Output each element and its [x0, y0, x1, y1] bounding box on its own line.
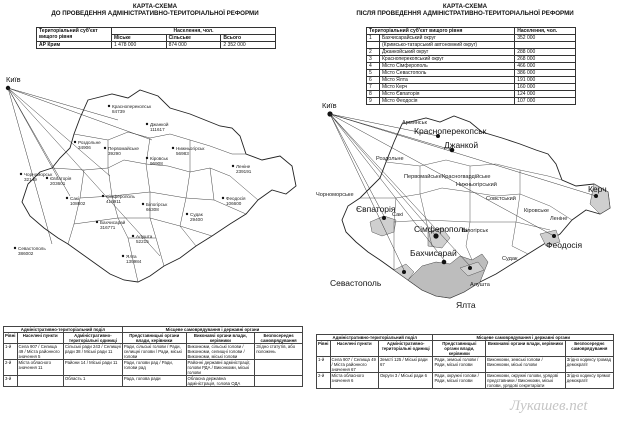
- info-cell: 8: [367, 91, 380, 98]
- left-subtitle: ДО ПРОВЕДЕННЯ АДМІНІСТРАТИВНО-ТЕРИТОРІАЛЬНОЇ РЕФОРМИ: [51, 10, 259, 17]
- region-name: Білогірськ: [146, 202, 168, 207]
- left-structure-table: [3, 326, 303, 387]
- right-col-settlements: Населені пункти: [330, 341, 378, 357]
- label-krasnoperekopsk: Красноперекопськ: [414, 126, 487, 136]
- label-sudak: Судак: [502, 256, 518, 262]
- info-cell: 352 000: [515, 35, 576, 42]
- left-col-direct: Безпосереднє самоврядування: [255, 333, 303, 344]
- info-cell: [515, 42, 576, 49]
- label-kirovske: Кіровське: [524, 208, 549, 214]
- info-cell: Красноперекопський округ: [380, 56, 515, 63]
- left-col-settlements: Населені пункти: [17, 333, 63, 344]
- info-row: [367, 63, 576, 70]
- region-point: [20, 173, 22, 175]
- region-name: Ялта: [126, 254, 137, 259]
- cell: Виконкоми, земські голови / Виконкоми, міські голови: [486, 357, 566, 373]
- cell: Села 907 / Селища 49 / Міста районного значення 67: [330, 357, 378, 373]
- info-cell: (Кримсько-татарський автономний округ): [380, 42, 515, 49]
- label-bakhchysarai: Бахчисарай: [410, 248, 457, 258]
- region-name: Чорноморськ: [24, 172, 53, 177]
- info-head-rural: Сільське: [166, 35, 221, 42]
- region-point: [108, 105, 110, 107]
- right-table-row: [317, 357, 614, 373]
- city-point: [594, 194, 598, 198]
- label-yevpatoria: Євпаторія: [356, 204, 396, 214]
- info-head-city: Міське: [112, 35, 167, 42]
- region-point: [146, 157, 148, 159]
- info-cell: 1: [367, 35, 380, 42]
- region-population: 84739: [112, 109, 125, 114]
- info-head-population: Населення, чол.: [112, 28, 276, 35]
- info-cell: 466 000: [515, 63, 576, 70]
- info-cell: Місто Севастополь: [380, 70, 515, 77]
- cell: 2-й: [317, 373, 331, 389]
- label-sovietskyi: Совєтський: [486, 196, 516, 202]
- region-population: 39290: [108, 151, 121, 156]
- right-table-head-a: Адміністративно-територіальний поділ: [317, 335, 433, 341]
- label-bilohirsk: Білогірськ: [462, 228, 488, 234]
- region-name: Кіровськ: [150, 156, 168, 161]
- label-sevastopol: Севастополь: [330, 278, 382, 288]
- region-population: 416911: [106, 199, 121, 204]
- cell: 3-й: [4, 376, 18, 387]
- label-nyzhnohirskyi: Нижньогірський: [456, 182, 497, 188]
- cell: Районні державні адміністрації, голови РДА / Виконкоми, міські голови: [186, 360, 255, 376]
- info-cell: Бахчисарайський округ: [380, 35, 515, 42]
- region-point: [122, 255, 124, 257]
- cell: 1-й: [4, 344, 18, 360]
- info-row-name: АР Крим: [37, 42, 112, 49]
- info-cell: Місто Феодосія: [380, 98, 515, 105]
- label-lenine: Ленінe: [550, 216, 568, 222]
- cell: Земсті 125 / Міські ради 67: [378, 357, 432, 373]
- cell: [255, 360, 303, 376]
- info-cell: 4: [367, 63, 380, 70]
- cell: 2-й: [4, 360, 18, 376]
- cell: Обласна державна адміністрація, голова ОДА: [186, 376, 255, 387]
- region-name: Бахчисарай: [100, 220, 126, 225]
- info-row-rural: 874 000: [166, 42, 221, 49]
- info-cell: [367, 42, 380, 49]
- region-population: 29400: [190, 217, 203, 222]
- region-name: Феодосія: [226, 196, 246, 201]
- region-point: [46, 177, 48, 179]
- region-point: [104, 147, 106, 149]
- info-row: [367, 42, 576, 49]
- right-info-table: [366, 27, 576, 105]
- region-population: 139984: [126, 259, 142, 264]
- region-population: 56983: [176, 151, 189, 156]
- cell: Згідно кодексу прямої демократії: [565, 373, 613, 389]
- right-col-direct: Безпосереднє самоврядування: [565, 341, 613, 357]
- label-chornomorske: Чорноморське: [316, 192, 354, 198]
- region-name: Ленінe: [236, 164, 251, 169]
- region-population: 34906: [78, 145, 91, 150]
- info-cell: 124 000: [515, 91, 576, 98]
- left-table-row: [4, 344, 303, 360]
- region-population: 316771: [100, 225, 116, 230]
- left-col-representative: Представницькі органи влади, керівники: [122, 333, 186, 344]
- info-row: [367, 84, 576, 91]
- cell: 1-й: [317, 357, 331, 373]
- info-row: [367, 56, 576, 63]
- city-point: [468, 266, 472, 270]
- crimea-outline: [22, 90, 296, 282]
- cell: Округи 3 / Міські ради 6: [378, 373, 432, 389]
- cell: Міста обласного значення 6: [330, 373, 378, 389]
- label-rozdolne: Роздольне: [376, 156, 404, 162]
- region-point: [172, 147, 174, 149]
- left-table-row: [4, 376, 303, 387]
- kyiv-label: Київ: [322, 101, 337, 110]
- region-name: Нижньогірськ: [176, 146, 205, 151]
- region-name: Судак: [190, 212, 203, 217]
- left-crimea-map: [0, 68, 310, 323]
- region-point: [186, 213, 188, 215]
- info-head-subject: Територіальний суб'єкт вищого рівня: [37, 28, 112, 42]
- info-cell: 191 000: [515, 77, 576, 84]
- left-table-head-a: Адміністративно-територіальний поділ: [4, 327, 123, 333]
- region-population: 111617: [150, 127, 165, 132]
- region-population: 52215: [136, 239, 149, 244]
- region-population: 239191: [236, 169, 252, 174]
- left-col-executive: Виконавчі органи влади, керівники: [186, 333, 255, 344]
- region-population: 32149: [24, 177, 37, 182]
- info-row-total: 2 352 000: [221, 42, 276, 49]
- cell: Ради, земські голови / Ради, міські голови: [433, 357, 486, 373]
- info-cell: Місто Ялта: [380, 77, 515, 84]
- left-table-row: [4, 360, 303, 376]
- cell: Сільські ради 243 / Селищні ради 38 / Міські ради 11: [63, 344, 122, 360]
- region-population: 106600: [226, 201, 242, 206]
- region-population: 96908: [150, 161, 163, 166]
- region-point: [102, 195, 104, 197]
- city-point: [433, 233, 438, 238]
- cell: Райони 14 / Міські ради 11: [63, 360, 122, 376]
- cell: Згідно статутів, або положень: [255, 344, 303, 360]
- info-cell: 386 000: [515, 70, 576, 77]
- region-point: [96, 221, 98, 223]
- info-row: [367, 35, 576, 42]
- cell: Ради, сільські голови / Ради, селищні голови / Ради, міські голови: [122, 344, 186, 360]
- right-title: КАРТА-СХЕМА: [442, 3, 488, 10]
- info-cell: 5: [367, 70, 380, 77]
- info-row: [367, 77, 576, 84]
- left-table-head-b: Місцеве самоврядування і державні органи: [122, 327, 302, 333]
- label-kerch: Керч: [588, 184, 607, 194]
- region-name: Алушта: [136, 234, 153, 239]
- region-name: Красноперекопськ: [112, 104, 152, 109]
- left-col-levels: Рівні: [4, 333, 18, 344]
- info-cell: 268 000: [515, 56, 576, 63]
- region-name: Сакі: [70, 196, 79, 201]
- cell: Область 1: [63, 376, 122, 387]
- info-cell: 160 000: [515, 84, 576, 91]
- left-title: КАРТА-СХЕМА: [132, 3, 178, 10]
- region-name: Роздольне: [78, 140, 101, 145]
- right-info-head-subject: Територіальний суб'єкт вищого рівня: [367, 28, 515, 35]
- cell: Виконкоми, сільські голови / Виконкоми, селищні голови / Виконкоми, міські голови: [186, 344, 255, 360]
- region-name: Сімферополь: [106, 194, 135, 199]
- region-point: [222, 197, 224, 199]
- right-panel-after-reform: [310, 0, 620, 425]
- cell: Села 907 / Селища 49 / Міста районного значення 5: [17, 344, 63, 360]
- region-population: 203601: [50, 181, 66, 186]
- label-yalta: Ялта: [456, 300, 476, 310]
- region-point: [132, 235, 134, 237]
- region-population: 108802: [70, 201, 86, 206]
- info-head-total: Всього: [221, 35, 276, 42]
- info-row: [367, 49, 576, 56]
- city-point: [402, 270, 406, 274]
- cell: [17, 376, 63, 387]
- region-population: 66308: [146, 207, 159, 212]
- cell: [255, 376, 303, 387]
- label-simferopol: Сімферополь: [414, 224, 468, 234]
- cell: Ради, окружні голови / Ради, міські голови: [433, 373, 486, 389]
- info-cell: 288 000: [515, 49, 576, 56]
- label-dzhankoi: Джанкой: [444, 140, 479, 150]
- right-col-units: Адміністративно-територіальні одиниці: [378, 341, 432, 357]
- right-col-representative: Представницькі органи влади, керівники: [433, 341, 486, 357]
- city-point: [382, 216, 386, 220]
- info-cell: 9: [367, 98, 380, 105]
- label-alushta: Алушта: [470, 282, 490, 288]
- left-col-units: Адміністративно-територіальні одиниці: [63, 333, 122, 344]
- right-subtitle: ПІСЛЯ ПРОВЕДЕННЯ АДМІНІСТРАТИВНО-ТЕРИТОРІАЛЬНОЇ РЕФОРМИ: [356, 10, 574, 17]
- info-row: [367, 70, 576, 77]
- watermark: Лукашев.net: [510, 398, 588, 414]
- right-crimea-map: [310, 96, 620, 328]
- label-feodosia: Феодосія: [546, 240, 583, 250]
- info-cell: Місто Євпаторія: [380, 91, 515, 98]
- region-point: [66, 197, 68, 199]
- info-cell: Місто Сімферополь: [380, 63, 515, 70]
- city-point: [442, 260, 447, 265]
- cell: Згідно кодексу громад демократії: [565, 357, 613, 373]
- label-krasnohvardiiske: Красногвардійське: [442, 174, 491, 180]
- city-point: [552, 234, 556, 238]
- cell: Ради, голови рад / Ради, голови рад: [122, 360, 186, 376]
- region-name: Євпаторія: [50, 176, 72, 181]
- region-point: [142, 203, 144, 205]
- region-name: Первомайське: [108, 146, 139, 151]
- right-table-head-b: Місцеве самоврядування і державні органи: [433, 335, 614, 341]
- cell: Виконкоми, окружні голови, урядові представники / Виконкоми, міські голови, урядові секретаріати: [486, 373, 566, 389]
- label-saky: Сакі: [392, 212, 403, 218]
- region-point: [146, 123, 148, 125]
- right-col-executive: Виконавчі органи влади, керівники: [486, 341, 566, 357]
- label-armyansk: Армянськ: [402, 120, 427, 126]
- info-cell: Джанкойський округ: [380, 49, 515, 56]
- info-row-city: 1 478 000: [112, 42, 167, 49]
- kyiv-label: Київ: [6, 75, 21, 84]
- right-col-levels: Рівні: [317, 341, 331, 357]
- info-cell: 107 000: [515, 98, 576, 105]
- info-cell: 3: [367, 56, 380, 63]
- cell: Міста обласного значення 11: [17, 360, 63, 376]
- right-info-head-population: Населення, чол.: [515, 28, 576, 35]
- region-name: Джанкой: [150, 122, 169, 127]
- info-cell: 6: [367, 77, 380, 84]
- region-population: 386002: [18, 251, 34, 256]
- right-structure-table: [316, 334, 614, 389]
- cell: Рада, голова ради: [122, 376, 186, 387]
- info-cell: Місто Керч: [380, 84, 515, 91]
- region-name: Севастополь: [18, 246, 46, 251]
- info-cell: 2: [367, 49, 380, 56]
- info-cell: 7: [367, 84, 380, 91]
- right-table-row: [317, 373, 614, 389]
- region-point: [74, 141, 76, 143]
- region-point: [232, 165, 234, 167]
- region-point: [14, 247, 16, 249]
- label-pervomaiske: Первомайське: [404, 174, 442, 180]
- left-info-table: [36, 27, 276, 49]
